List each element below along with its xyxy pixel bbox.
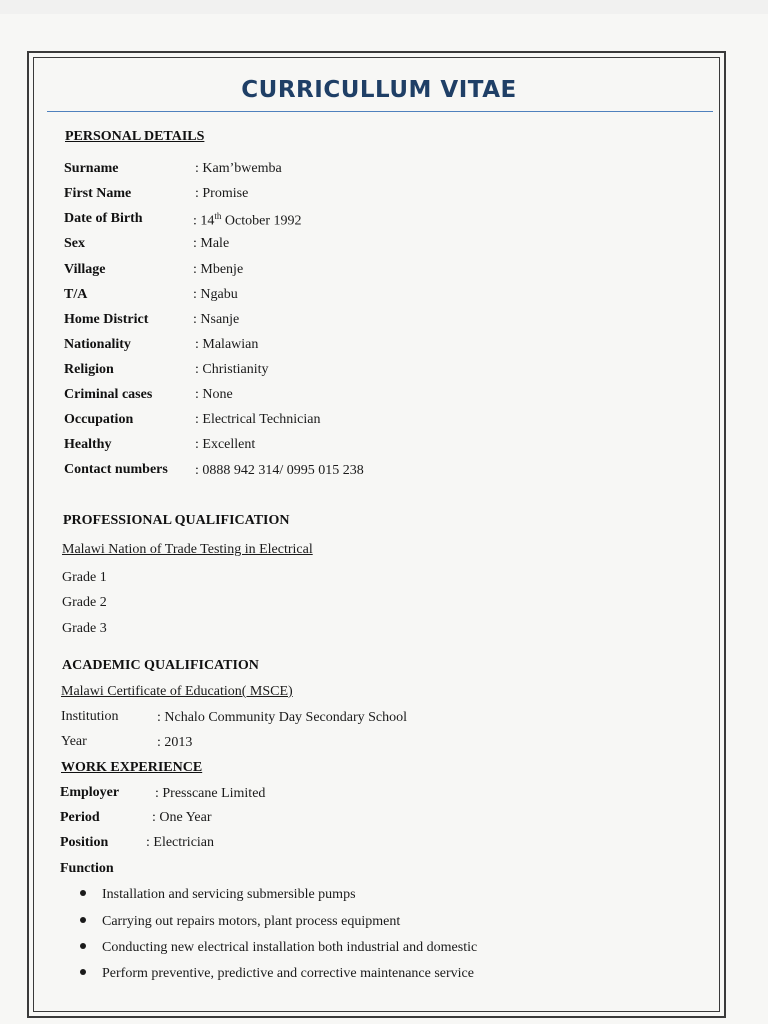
- field-value: : None: [195, 387, 233, 402]
- personal-details-heading: PERSONAL DETAILS: [65, 129, 205, 144]
- academic-qualification-heading: ACADEMIC QUALIFICATION: [62, 658, 259, 673]
- academic-qualification-subheading: Malawi Certificate of Education( MSCE): [61, 684, 293, 699]
- bullet-icon: [80, 917, 86, 923]
- professional-qualification-heading: PROFESSIONAL QUALIFICATION: [63, 513, 290, 528]
- field-value: : Male: [193, 236, 230, 251]
- field-label: Healthy: [64, 437, 112, 452]
- field-label: T/A: [64, 287, 88, 302]
- bullet-icon: [80, 969, 86, 975]
- field-label: Sex: [64, 236, 85, 251]
- field-value-dob: : 14th October 1992: [193, 211, 302, 229]
- function-list-item: Installation and servicing submersible pumps: [80, 887, 356, 903]
- field-label: Contact numbers: [64, 462, 168, 477]
- field-value: : Malawian: [195, 337, 259, 352]
- work-field-value: : Electrician: [146, 835, 215, 850]
- professional-qualification-subheading: Malawi Nation of Trade Testing in Electrical: [62, 542, 313, 557]
- field-label: Date of Birth: [64, 211, 143, 226]
- field-label: Village: [64, 262, 106, 277]
- grade-item: Grade 1: [62, 570, 107, 585]
- title-rule: [47, 111, 713, 112]
- field-label: First Name: [64, 186, 132, 201]
- function-label: Function: [60, 861, 114, 876]
- field-value: : Electrical Technician: [195, 412, 321, 427]
- field-value: : Promise: [195, 186, 249, 201]
- bullet-icon: [80, 943, 86, 949]
- field-value: : Excellent: [195, 437, 256, 452]
- function-list-item: Carrying out repairs motors, plant process equipment: [80, 914, 400, 930]
- work-field-value: : Presscane Limited: [155, 786, 266, 801]
- document-title: CURRICULLUM VITAE: [241, 77, 517, 103]
- page-border-inner: [33, 57, 720, 1012]
- field-value: : Mbenje: [193, 262, 244, 277]
- work-field-label: Employer: [60, 785, 120, 800]
- work-experience-heading: WORK EXPERIENCE: [61, 760, 203, 775]
- grade-item: Grade 2: [62, 595, 107, 610]
- field-label: Occupation: [64, 412, 134, 427]
- field-value: : Kam’bwemba: [195, 161, 282, 176]
- field-label: Nationality: [64, 337, 131, 352]
- academic-field-value: : Nchalo Community Day Secondary School: [157, 710, 408, 725]
- function-list-item: Conducting new electrical installation both industrial and domestic: [80, 940, 477, 956]
- field-value: : 0888 942 314/ 0995 015 238: [195, 463, 364, 478]
- work-field-value: : One Year: [152, 810, 212, 825]
- field-value: : Nsanje: [193, 312, 240, 327]
- grade-item: Grade 3: [62, 621, 107, 636]
- function-list-item: Perform preventive, predictive and corrective maintenance service: [80, 966, 474, 982]
- work-field-label: Period: [60, 810, 100, 825]
- work-field-label: Position: [60, 835, 109, 850]
- academic-field-label: Year: [61, 734, 87, 749]
- field-value: : Christianity: [195, 362, 269, 377]
- field-value: : Ngabu: [193, 287, 238, 302]
- field-label: Home District: [64, 312, 149, 327]
- academic-field-label: Institution: [61, 709, 119, 724]
- field-label: Religion: [64, 362, 114, 377]
- field-label: Criminal cases: [64, 387, 153, 402]
- bullet-icon: [80, 890, 86, 896]
- academic-field-value: : 2013: [157, 735, 193, 750]
- field-label: Surname: [64, 161, 119, 176]
